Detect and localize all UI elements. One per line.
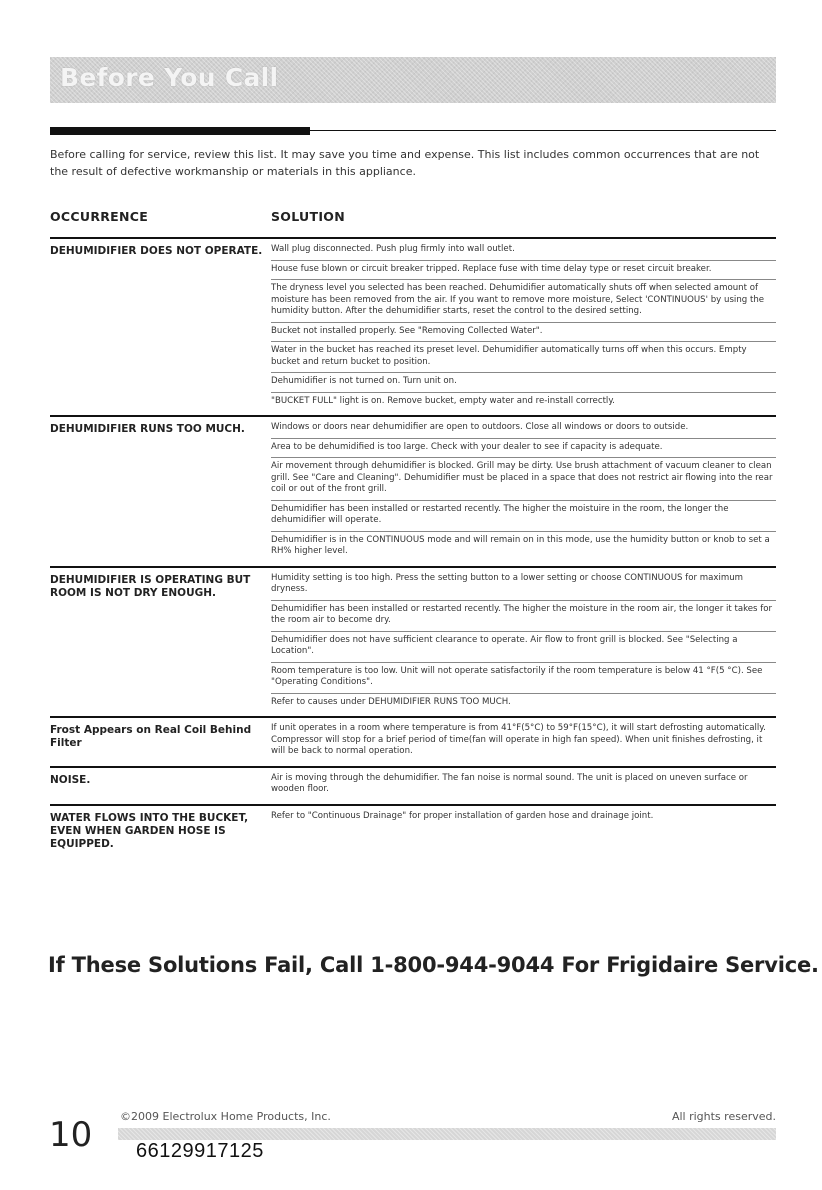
solution-list <box>271 720 776 762</box>
occurrence-label: DEHUMIDIFIER DOES NOT OPERATE. <box>50 245 263 257</box>
solution-item: Bucket not installed properly. See "Removing Collected Water". <box>271 323 776 343</box>
solution-item: Wall plug disconnected. Push plug firmly into wall outlet. <box>271 241 776 261</box>
solution-item: "BUCKET FULL" light is on. Remove bucket, empty water and re-install correctly. <box>271 395 615 406</box>
table-row <box>50 716 776 766</box>
solution-item: Dehumidifier is in the CONTINUOUS mode and will remain on in this mode, use the humidity button or knob to set a RH% higher level. <box>271 534 770 556</box>
solution-item: Refer to "Continuous Drainage" for proper installation of garden hose and drainage joint. <box>271 810 654 821</box>
solution-list <box>271 808 776 851</box>
solution-item: Dehumidifier has been installed or restarted recently. The higher the moisture in the room air, the longer it takes for the room air to become dry. <box>271 601 776 632</box>
occurrence-label: DEHUMIDIFIER RUNS TOO MUCH. <box>50 423 245 435</box>
solution-item: Refer to causes under DEHUMIDIFIER RUNS TOO MUCH. <box>271 696 511 707</box>
header-rule-thin <box>310 130 776 131</box>
column-header-occurrence: OCCURRENCE <box>50 209 149 224</box>
solution-item: Air is moving through the dehumidifier. The fan noise is normal sound. The unit is placed on uneven surface or wooden floor. <box>271 772 748 794</box>
solution-item: Room temperature is too low. Unit will not operate satisfactorily if the room temperature is below 41 °F(5 °C). See "Operating Conditions". <box>271 663 776 694</box>
table-row <box>50 237 776 415</box>
occurrence-label: DEHUMIDIFIER IS OPERATING BUT ROOM IS NOT DRY ENOUGH. <box>50 573 251 599</box>
solution-item: Area to be dehumidified is too large. Check with your dealer to see if capacity is adequate. <box>271 439 776 459</box>
solution-list <box>271 770 776 800</box>
occurrence-label: WATER FLOWS INTO THE BUCKET, EVEN WHEN GARDEN HOSE IS EQUIPPED. <box>50 811 249 850</box>
table-row <box>50 415 776 566</box>
solution-list <box>271 419 776 562</box>
table-row <box>50 566 776 717</box>
page-number: 10 <box>49 1115 93 1155</box>
document-number: 66129917125 <box>136 1140 264 1162</box>
solution-item: Air movement through dehumidifier is blocked. Grill may be dirty. Use brush attachment of vacuum cleaner to clean grill. See "Care and Cleaning". Dehumidifier must be placed in a space that does not restrict air flowing into the rear coil or out of the front grill. <box>271 458 776 501</box>
table-row <box>50 804 776 855</box>
solution-item: Dehumidifier has been installed or restarted recently. The higher the moistuire in the room, the longer the dehumidifier will operate. <box>271 501 776 532</box>
occurrence-label: NOISE. <box>50 773 91 786</box>
solution-list <box>271 570 776 713</box>
header-rule-thick <box>50 127 310 135</box>
solution-item: House fuse blown or circuit breaker tripped. Replace fuse with time delay type or reset circuit breaker. <box>271 261 776 281</box>
solution-item: Windows or doors near dehumidifier are open to outdoors. Close all windows or doors to outside. <box>271 419 776 439</box>
header-banner <box>50 57 776 103</box>
solution-item: If unit operates in a room where temperature is from 41°F(5°C) to 59°F(15°C), it will start defrosting automatically. Compressor will stop for a brief period of time(fan will operate in high fan speed). When unit finishes defrosting, it will be back to normal operation. <box>271 723 766 756</box>
footer-bar <box>118 1128 776 1140</box>
intro-paragraph: Before calling for service, review this list. It may save you time and expense. This list includes common occurrences that are not the result of defective workmanship or materials in this appliance. <box>50 148 760 178</box>
solution-item: Dehumidifier is not turned on. Turn unit on. <box>271 373 776 393</box>
solution-item: Dehumidifier does not have sufficient clearance to operate. Air flow to front grill is blocked. See "Selecting a Location". <box>271 632 776 663</box>
table-row <box>50 766 776 804</box>
solution-list <box>271 241 776 411</box>
occurrence-label: Frost Appears on Real Coil Behind Filter <box>50 724 252 749</box>
column-header-solution: SOLUTION <box>271 209 345 224</box>
solution-item: Water in the bucket has reached its preset level. Dehumidifier automatically turns off when this occurs. Empty bucket and return bucket to position. <box>271 342 776 373</box>
rights-text: All rights reserved. <box>671 1110 776 1123</box>
copyright-text: ©2009 Electrolux Home Products, Inc. <box>120 1110 331 1123</box>
solution-item: The dryness level you selected has been reached. Dehumidifier automatically shuts off when selected amount of moisture has been removed from the air. If you want to remove more moisture, Select 'CONTINUOUS' by using the humidity button. After the dehumidifier starts, reset the control to the desired setting. <box>271 280 776 323</box>
solution-item: Humidity setting is too high. Press the setting button to a lower setting or choose CONTINUOUS for maximum dryness. <box>271 570 776 601</box>
troubleshooting-table <box>50 237 776 855</box>
page-title: Before You Call <box>60 63 279 92</box>
service-call-banner: If These Solutions Fail, Call 1-800-944-9044 For Frigidaire Service. <box>48 953 819 977</box>
